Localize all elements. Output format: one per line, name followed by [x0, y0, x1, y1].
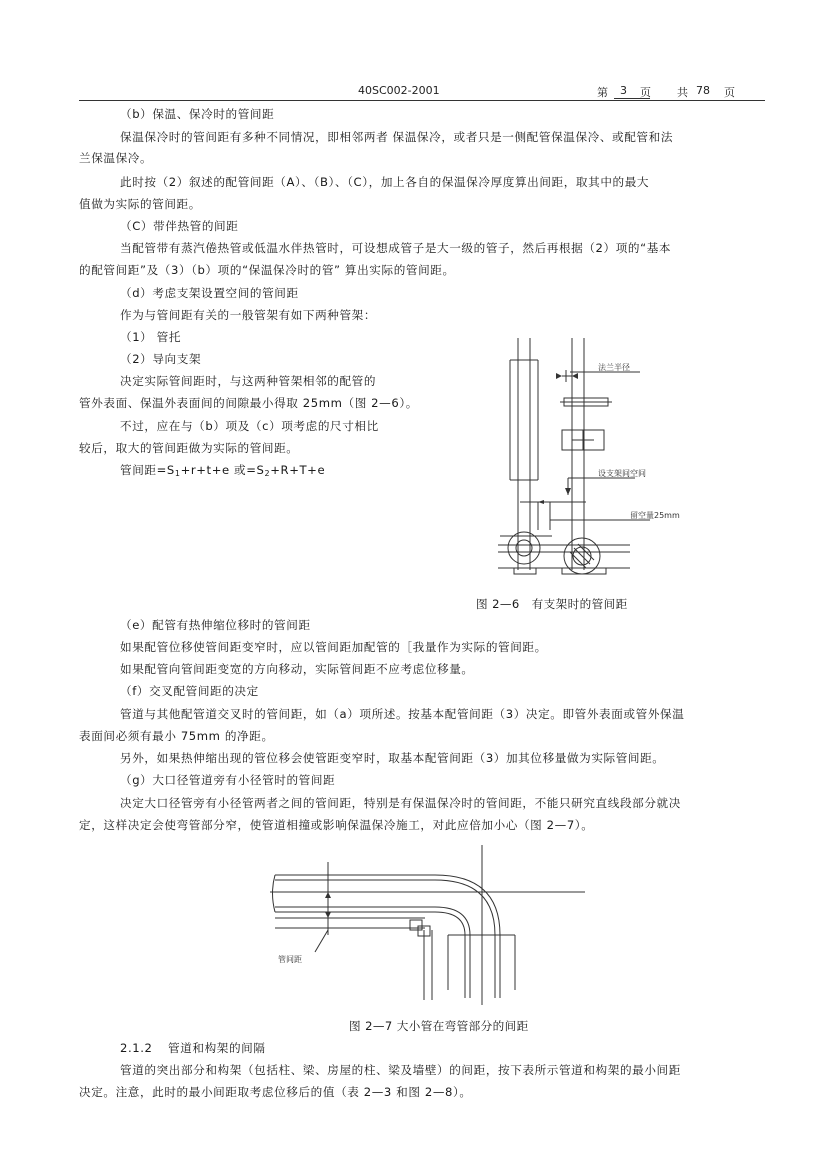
paragraph-line: 管道的突出部分和构架（包括柱、梁、房屋的柱、梁及墙壁）的间距，按下表所示管道和构架的最小间距 [120, 1063, 681, 1077]
label-pipe-spacing: 管间距 [278, 955, 302, 964]
section-e-title: （e）配管有热伸缩位移时的管间距 [120, 618, 311, 632]
figure-2-7-caption: 图 2—7 大小管在弯管部分的间距 [349, 1019, 529, 1033]
paragraph-line: 保温保冷时的管间距有多种不同情况，即相邻两者 保温保冷，或者只是一侧配管保温保冷、或配管和法 [120, 130, 674, 144]
paragraph-line: 不过，应在与（b）项及（c）项考虑的尺寸相比 [120, 419, 379, 433]
section-d-title: （d）考虑支架设置空间的管间距 [120, 286, 299, 300]
paragraph-line: 决定。注意，此时的最小间距取考虑位移后的值（表 2—3 和图 2—8）。 [79, 1085, 472, 1099]
paragraph-line: 另外，如果热伸缩出现的管位移会使管距变窄时，取基本配管间距（3）加其位移量做为实际管间距。 [120, 751, 665, 765]
paragraph-line: 当配管带有蒸汽倦热管或低温水伴热管时，可设想成管子是大一级的管子，然后再根据（2）项的“基本 [120, 241, 672, 255]
header-rule [79, 100, 765, 101]
paragraph-line: 兰保温保冷。 [79, 151, 153, 165]
paragraph-line: 管外表面、保温外表面间的间隙最小得取 25mm（图 2—6）。 [79, 396, 418, 410]
label-flange-radius: 法兰半径 [598, 363, 630, 372]
section-2-1-2-number: 2.1.2 [120, 1041, 153, 1055]
figure-2-7 [270, 840, 590, 1010]
total-label-suffix: 页 [724, 86, 735, 99]
doc-code: 40SC002-2001 [358, 84, 440, 97]
paragraph-line: 的配管间距”及（3）（b）项的“保温保冷时的管” 算出实际的管间距。 [79, 263, 455, 277]
page-number-underline [614, 98, 650, 99]
paragraph-line: 此时按（2）叙述的配管间距（A）、（B）、（C），加上各自的保温保冷厚度算出间距，取其中的最大 [120, 175, 650, 189]
section-g-title: （g）大口径管道旁有小径管时的管间距 [120, 773, 336, 787]
section-2-1-2-title: 管道和构架的间隔 [168, 1041, 266, 1055]
paragraph-line: 值做为实际的管间距。 [79, 197, 201, 211]
page-number: 3 [620, 84, 627, 97]
paragraph-line: 管道与其他配管道交叉时的管间距，如（a）项所述。按基本配管间距（3）决定。即管外表面或管外保温 [120, 707, 685, 721]
label-clearance: 留空量25mm [630, 511, 680, 520]
list-item: （1） 管托 [120, 330, 182, 344]
section-f-title: （f）交叉配管间距的决定 [120, 684, 259, 698]
figure-2-6 [490, 330, 790, 580]
paragraph-line: 决定实际管间距时，与这两种管架相邻的配管的 [120, 374, 377, 388]
paragraph-line: 定，这样决定会使弯管部分窄，使管道相撞或影响保温保冷施工，对此应倍加小心（图 2—7）。 [79, 818, 594, 832]
paragraph-line: 如果配管位移使管间距变窄时，应以管间距加配管的［我量作为实际的管间距。 [120, 640, 547, 654]
paragraph-line: 决定大口径管旁有小径管两者之间的管间距，特别是有保温保冷时的管间距，不能只研究直线段部分就决 [120, 796, 681, 810]
paragraph-line: 较后，取大的管间距做为实际的管间距。 [79, 441, 299, 455]
formula: 管间距$=S_1+r+t+e$ 或$=S_2+R+T+e$ [120, 463, 326, 478]
section-b-title: （b）保温、保冷时的管间距 [120, 107, 275, 121]
total-label-prefix: 共 [677, 86, 688, 99]
page-label-prefix: 第 [597, 86, 608, 99]
figure-2-6-caption: 图 2—6 有支架时的管间距 [476, 597, 628, 611]
total-pages: 78 [696, 84, 710, 97]
list-item: （2）导向支架 [120, 352, 202, 366]
paragraph-line: 表面间必须有最小 75mm 的净距。 [79, 729, 274, 743]
label-support-space: 设支架间空间 [598, 469, 646, 478]
paragraph-line: 作为与管间距有关的一般管架有如下两种管架： [120, 308, 377, 322]
page-label-suffix: 页 [640, 86, 651, 99]
paragraph-line: 如果配管向管间距变宽的方向移动，实际管间距不应考虑位移量。 [120, 662, 474, 676]
section-c-title: （C）带伴热管的间距 [120, 219, 239, 233]
